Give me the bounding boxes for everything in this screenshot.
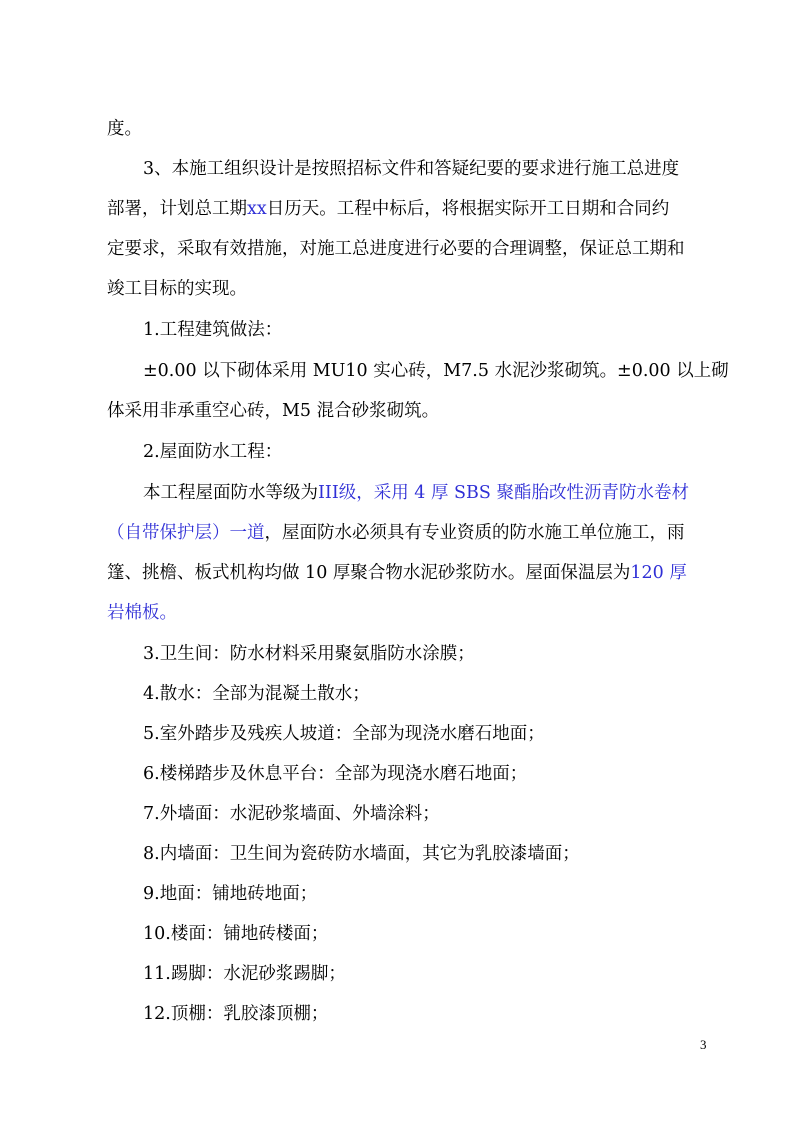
text-segment: 9.地面：铺地砖地面；	[143, 884, 318, 904]
paragraph-line	[107, 521, 685, 545]
highlighted-text: III级，采用 4 厚 SBS 聚酯胎改性沥青防水卷材	[318, 483, 689, 503]
list-item	[143, 722, 545, 746]
paragraph-line	[107, 601, 177, 625]
text-segment: 2.屋面防水工程：	[143, 442, 283, 462]
text-segment: 体采用非承重空心砖，M5 混合砂浆砌筑。	[107, 401, 440, 421]
list-item	[143, 922, 328, 946]
text-segment: 6.楼梯踏步及休息平台：全部为现浇水磨石地面；	[143, 764, 528, 784]
text-segment: 3.卫生间：防水材料采用聚氨脂防水涂膜；	[143, 644, 475, 664]
paragraph-line	[143, 359, 729, 383]
paragraph-line	[107, 561, 687, 585]
highlighted-text: xx	[247, 199, 267, 219]
list-item	[143, 762, 527, 786]
text-segment: 3、本施工组织设计是按照招标文件和答疑纪要的要求进行施工总进度	[143, 159, 680, 179]
paragraph-line	[107, 117, 142, 141]
text-segment: 日历天。工程中标后，将根据实际开工日期和合同约	[266, 199, 670, 219]
list-item	[143, 882, 317, 906]
page-number: 3	[700, 1037, 707, 1052]
paragraph-line	[107, 277, 247, 301]
text-segment: 8.内墙面：卫生间为瓷砖防水墙面，其它为乳胶漆墙面；	[143, 844, 580, 864]
text-segment: ，屋面防水必须具有专业资质的防水施工单位施工，雨	[264, 523, 685, 543]
text-segment: 部署，计划总工期	[107, 199, 247, 219]
text-segment: 本工程屋面防水等级为	[143, 483, 318, 503]
text-segment: 4.散水：全部为混凝土散水；	[143, 684, 370, 704]
highlighted-text: 岩棉板。	[107, 603, 177, 623]
text-segment: 度。	[107, 119, 142, 139]
paragraph-line	[107, 399, 439, 423]
text-segment: ±0.00 以下砌体采用 MU10 实心砖，M7.5 水泥沙浆砌筑。±0.00 以上砌	[143, 361, 729, 381]
text-segment: 1.工程建筑做法：	[143, 320, 283, 340]
text-segment: 定要求，采取有效措施，对施工总进度进行必要的合理调整，保证总工期和	[107, 239, 685, 259]
text-segment: 12.顶棚：乳胶漆顶棚；	[143, 1004, 329, 1024]
list-item	[143, 642, 475, 666]
list-item	[143, 682, 370, 706]
list-item	[143, 962, 346, 986]
paragraph-line	[143, 481, 689, 505]
highlighted-text: （自带保护层）一道	[107, 523, 265, 543]
paragraph-line	[143, 157, 679, 181]
text-segment: 10.楼面：铺地砖楼面；	[143, 924, 329, 944]
text-segment: 篷、挑檐、板式机构均做 10 厚聚合物水泥砂浆防水。屋面保温层为	[107, 563, 631, 583]
paragraph-line	[107, 197, 669, 221]
highlighted-text: 120 厚	[630, 563, 687, 583]
text-segment: 5.室外踏步及残疾人坡道：全部为现浇水磨石地面；	[143, 724, 545, 744]
text-segment: 竣工目标的实现。	[107, 279, 247, 299]
text-segment: 11.踢脚：水泥砂浆踢脚；	[143, 964, 346, 984]
section-heading	[143, 318, 282, 342]
list-item	[143, 802, 440, 826]
list-item	[143, 1002, 328, 1026]
section-heading	[143, 440, 282, 464]
list-item	[143, 842, 580, 866]
text-segment: 7.外墙面：水泥砂浆墙面、外墙涂料；	[143, 804, 440, 824]
paragraph-line	[107, 237, 685, 261]
